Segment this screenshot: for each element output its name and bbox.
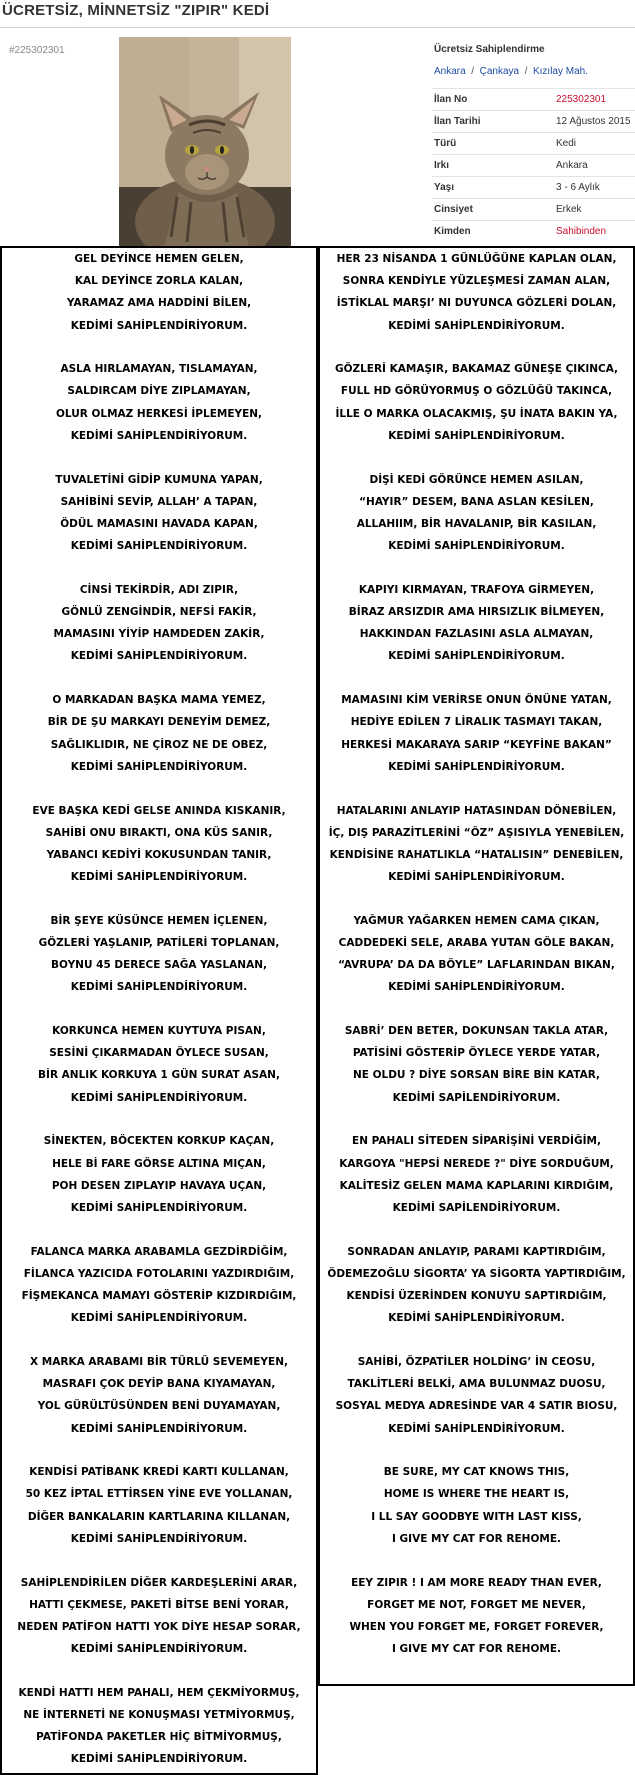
details-row <box>432 154 635 176</box>
details-row <box>432 176 635 198</box>
poem-line: FALANCA MARKA ARABAMLA GEZDİRDİĞİM, <box>30 1245 288 1258</box>
poem-line: HATTI ÇEKMESE, PAKETİ BİTSE BENİ YORAR, <box>29 1598 289 1611</box>
poem-line: KEDİMİ SAHİPLENDİRİYORUM. <box>70 429 248 442</box>
poem-line: DİŞİ KEDİ GÖRÜNCE HEMEN ASILAN, <box>369 473 584 486</box>
poem-line: SABRİ’ DEN BETER, DOKUNSAN TAKLA ATAR, <box>344 1025 609 1038</box>
page-title: ÜCRETSİZ, MİNNETSİZ "ZIPIR" KEDİ <box>2 2 270 19</box>
poem-stanza <box>320 1572 633 1661</box>
poem-line: KEDİMİ SAHİPLENDİRİYORUM. <box>70 1201 248 1214</box>
location-city-link[interactable]: Ankara <box>434 66 466 77</box>
poem-stanza <box>2 689 316 778</box>
poem-stanza <box>2 469 316 558</box>
poem-line: I GIVE MY CAT FOR REHOME. <box>391 1643 561 1656</box>
poem-line: GEL DEYİNCE HEMEN GELEN, <box>74 253 244 265</box>
poem-stanza <box>320 579 633 668</box>
poem-line: SONRADAN ANLAYIP, PARAMI KAPTIRDIĞIM, <box>347 1245 606 1258</box>
poem-stanza <box>320 358 633 447</box>
poem-line: BOYNU 45 DERECE SAĞA YASLANAN, <box>51 959 267 972</box>
details-row <box>432 110 635 132</box>
poem-line: KEDİMİ SAHİPLENDİRİYORUM. <box>70 1643 248 1656</box>
details-key: Kimden <box>434 226 471 237</box>
poem-line: KEDİMİ SAHİPLENDİRİYORUM. <box>70 1091 248 1104</box>
poem-line: KEDİMİ SAHİPLENDİRİYORUM. <box>388 540 565 553</box>
poem-line: ALLAHIIM, BİR HAVALANIP, BİR KASILAN, <box>356 517 597 530</box>
poem-line: TUVALETİNİ GİDİP KUMUNA YAPAN, <box>55 473 263 486</box>
details-key: Türü <box>434 138 457 149</box>
poem-line: BİR ANLIK KORKUYA 1 GÜN SURAT ASAN, <box>38 1069 280 1082</box>
details-row <box>432 132 635 154</box>
poem-line: KEDİMİ SAHİPLENDİRİYORUM. <box>388 1422 565 1435</box>
poem-line: 50 KEZ İPTAL ETTİRSEN YİNE EVE YOLLANAN, <box>25 1488 293 1501</box>
poem-line: PATİFONDA PAKETLER HİÇ BİTMİYORMUŞ, <box>36 1731 282 1744</box>
poem-line: SAHİBİ, ÖZPATİLER HOLDİNG’ İN CEOSU, <box>357 1356 596 1368</box>
poem-line: HELE Bİ FARE GÖRSE ALTINA MIÇAN, <box>52 1157 266 1170</box>
details-row <box>432 220 635 242</box>
details-value: Erkek <box>556 204 582 215</box>
poem-line: KEDİMİ SAHİPLENDİRİYORUM. <box>70 871 248 884</box>
poem-line: NE İNTERNETİ NE KONUŞMASI YETMİYORMUŞ, <box>23 1709 295 1722</box>
poem-line: KEDİMİ SAHİPLENDİRİYORUM. <box>388 429 565 442</box>
poem-line: KENDİSİNE RAHATLIKLA “HATALISIN” DENEBİLEN, <box>329 848 624 861</box>
poem-line: FORGET ME NOT, FORGET ME NEVER, <box>367 1598 586 1611</box>
poem-line: SAHİBİNİ SEVİP, ALLAH’ A TAPAN, <box>60 495 258 508</box>
details-row <box>432 88 635 110</box>
poem-line: ASLA HIRLAMAYAN, TISLAMAYAN, <box>60 363 258 376</box>
poem-line: PATİSİNİ GÖSTERİP ÖYLECE YERDE YATAR, <box>352 1047 601 1060</box>
poem-line: KEDİMİ SAHİPLENDİRİYORUM. <box>388 319 565 332</box>
poem-stanza <box>320 689 633 778</box>
poem-stanza <box>2 1572 316 1661</box>
poem-line: KORKUNCA HEMEN KUYTUYA PISAN, <box>52 1025 266 1038</box>
details-row <box>432 198 635 220</box>
poem-line: İSTİKLAL MARŞI’ NI DUYUNCA GÖZLERİ DOLAN, <box>336 297 617 310</box>
poem-line: BİR DE ŞU MARKAYI DENEYİM DEMEZ, <box>47 716 271 729</box>
poem-stanza <box>2 248 316 337</box>
poem-line: YAĞMUR YAĞARKEN HEMEN CAMA ÇIKAN, <box>353 914 600 927</box>
listing-id: #225302301 <box>9 45 65 56</box>
poem-stanza <box>320 1241 633 1330</box>
poem-line: ÖDÜL MAMASINI HAVADA KAPAN, <box>60 517 258 530</box>
poem-line: GÖNLÜ ZENGİNDİR, NEFSİ FAKİR, <box>61 606 257 619</box>
poem-line: I GIVE MY CAT FOR REHOME. <box>391 1532 561 1545</box>
poem-line: KEDİMİ SAHİPLENDİRİYORUM. <box>388 871 565 884</box>
poem-stanza <box>320 1130 633 1219</box>
poem-line: TAKLİTLERİ BELKİ, AMA BULUNMAZ DUOSU, <box>347 1378 606 1391</box>
poem-stanza <box>320 1020 633 1109</box>
poem-line: KAL DEYİNCE ZORLA KALAN, <box>74 275 244 288</box>
title-bar <box>0 0 635 28</box>
poem-line: KEDİMİ SAHİPLENDİRİYORUM. <box>70 650 248 663</box>
poem-line: SONRA KENDİYLE YÜZLEŞMESİ ZAMAN ALAN, <box>342 275 611 288</box>
poem-line: BİRAZ ARSIZDIR AMA HIRSIZLIK BİLMEYEN, <box>348 606 605 619</box>
poem-line: POH DESEN ZIPLAYIP HAVAYA UÇAN, <box>51 1179 267 1192</box>
poem-line: KAPIYI KIRMAYAN, TRAFOYA GİRMEYEN, <box>358 583 595 596</box>
poem-line: KEDİMİ SAHİPLENDİRİYORUM. <box>70 1753 248 1766</box>
poem-panel-left <box>0 246 318 1775</box>
poem-line: I LL SAY GOODBYE WITH LAST KISS, <box>371 1510 582 1523</box>
poem-line: HEDİYE EDİLEN 7 LİRALIK TASMAYI TAKAN, <box>350 716 603 729</box>
details-key: Yaşı <box>434 182 455 193</box>
details-value: Ankara <box>556 160 588 171</box>
poem-stanza <box>2 800 316 889</box>
details-key: İlan Tarihi <box>434 116 481 127</box>
poem-line: KEDİMİ SAHİPLENDİRİYORUM. <box>388 650 565 663</box>
poem-line: GÖZLERİ YAŞLANIP, PATİLERİ TOPLANAN, <box>38 936 280 949</box>
poem-line: MAMASINI YİYİP HAMDEDEN ZAKİR, <box>53 628 265 641</box>
poem-line: KALİTESİZ GELEN MAMA KAPLARINI KIRDIĞIM, <box>339 1179 614 1192</box>
poem-line: YOL GÜRÜLTÜSÜNDEN BENİ DUYAMAYAN, <box>37 1400 281 1413</box>
poem-stanza <box>2 358 316 447</box>
poem-line: CİNSİ TEKİRDİR, ADI ZIPIR, <box>79 583 239 596</box>
location-breadcrumb: Ankara / Çankaya / Kızılay Mah. <box>434 66 588 77</box>
poem-line: KEDİMİ SAHİPLENDİRİYORUM. <box>70 1532 248 1545</box>
poem-line: SOSYAL MEDYA ADRESİNDE VAR 4 SATIR BIOSU, <box>335 1400 618 1413</box>
poem-stanza <box>320 248 633 337</box>
poem-line: SALDIRCAM DİYE ZIPLAMAYAN, <box>67 385 251 398</box>
poem-line: O MARKADAN BAŞKA MAMA YEMEZ, <box>52 694 266 707</box>
poem-line: FİLANCA YAZICIDA FOTOLARINI YAZDIRDIĞIM, <box>23 1267 295 1280</box>
details-value: 225302301 <box>556 94 607 105</box>
details-key: İlan No <box>434 94 468 105</box>
poem-line: BİR ŞEYE KÜSÜNCE HEMEN İÇLENEN, <box>50 914 268 927</box>
details-value: Kedi <box>556 138 577 149</box>
poem-line: NE OLDU ? DİYE SORSAN BİRE BİN KATAR, <box>352 1069 600 1082</box>
poem-line: KENDİSİ PATİBANK KREDİ KARTI KULLANAN, <box>29 1466 289 1479</box>
poem-line: FİŞMEKANCA MAMAYI GÖSTERİP KIZDIRDIĞIM, <box>21 1290 297 1303</box>
poem-line: DİĞER BANKALARIN KARTLARINA KILLANAN, <box>27 1510 291 1523</box>
cat-image <box>119 37 291 247</box>
poem-line: KEDİMİ SAHİPLENDİRİYORUM. <box>388 760 565 773</box>
details-value[interactable]: Sahibinden <box>556 226 607 237</box>
details-value: 12 Ağustos 2015 <box>556 116 631 127</box>
poem-line: EN PAHALI SİTEDEN SİPARİŞİNİ VERDİĞİM, <box>352 1135 601 1148</box>
details-key: Irkı <box>434 160 450 171</box>
poem-line: KENDİSİ ÜZERİNDEN KONUYU SAPTIRDIĞIM, <box>346 1290 607 1303</box>
poem-line: GÖZLERİ KAMAŞIR, BAKAMAZ GÜNEŞE ÇIKINCA, <box>334 363 619 376</box>
poem-line: EVE BAŞKA KEDİ GELSE ANINDA KISKANIR, <box>32 804 286 817</box>
poem-line: “HAYIR” DESEM, BANA ASLAN KESİLEN, <box>359 495 594 508</box>
poem-stanza <box>2 1351 316 1440</box>
poem-stanza <box>2 579 316 668</box>
poem-stanza <box>2 1130 316 1219</box>
poem-line: KEDİMİ SAHİPLENDİRİYORUM. <box>388 981 565 994</box>
poem-stanza <box>2 1461 316 1550</box>
details-key: Cinsiyet <box>434 204 473 215</box>
poem-stanza <box>2 910 316 999</box>
poem-line: FULL HD GÖRÜYORMUŞ O GÖZLÜĞÜ TAKINCA, <box>340 385 613 398</box>
poem-line: KEDİMİ SAHİPLENDİRİYORUM. <box>70 319 248 332</box>
poem-line: SİNEKTEN, BÖCEKTEN KORKUP KAÇAN, <box>43 1135 275 1148</box>
poem-stanza <box>320 1351 633 1440</box>
location-neighborhood-link[interactable]: Kızılay Mah. <box>532 66 588 77</box>
poem-stanza <box>2 1241 316 1330</box>
poem-line: ÖDEMEZOĞLU SİGORTA’ YA SİGORTA YAPTIRDIĞIM, <box>327 1267 626 1280</box>
poem-line: KEDİMİ SAHİPLENDİRİYORUM. <box>70 540 248 553</box>
poem-stanza <box>320 469 633 558</box>
poem-line: KEDİMİ SAPİLENDİRİYORUM. <box>392 1201 561 1214</box>
listing-details-table <box>432 88 635 242</box>
poem-line: BE SURE, MY CAT KNOWS THIS, <box>383 1466 570 1479</box>
poem-line: KARGOYA "HEPSİ NEREDE ?" DİYE SORDUĞUM, <box>339 1157 614 1170</box>
poem-line: YARAMAZ AMA HADDİNİ BİLEN, <box>66 297 252 310</box>
poem-stanza <box>320 800 633 889</box>
poem-line: SAHİBİ ONU BIRAKTI, ONA KÜS SANIR, <box>45 826 273 839</box>
poem-line: KEDİMİ SAHİPLENDİRİYORUM. <box>70 760 248 773</box>
poem-line: EEY ZIPIR ! I AM MORE READY THAN EVER, <box>351 1576 602 1589</box>
poem-line: KEDİMİ SAHİPLENDİRİYORUM. <box>70 981 248 994</box>
poem-line: SAHİPLENDİRİLEN DİĞER KARDEŞLERİNİ ARAR, <box>20 1576 298 1589</box>
poem-stanza <box>2 1682 316 1771</box>
poem-line: HAKKINDAN FAZLASINI ASLA ALMAYAN, <box>359 628 594 641</box>
poem-panel-right <box>318 246 635 1686</box>
poem-line: İLLE O MARKA OLACAKMIŞ, ŞU İNATA BAKIN YA, <box>335 407 618 420</box>
poem-line: MASRAFI ÇOK DEYİP BANA KIYAMAYAN, <box>42 1378 276 1391</box>
poem-line: MAMASINI KİM VERİRSE ONUN ÖNÜNE YATAN, <box>341 694 612 707</box>
poem-line: CADDEDEKİ SELE, ARABA YUTAN GÖLE BAKAN, <box>338 936 615 949</box>
poem-line: OLUR OLMAZ HERKESİ İPLEMEYEN, <box>55 407 263 420</box>
poem-line: HOME IS WHERE THE HEART IS, <box>383 1488 570 1501</box>
poem-line: KEDİMİ SAPİLENDİRİYORUM. <box>392 1091 561 1104</box>
poem-line: SAĞLIKLIDIR, NE ÇİROZ NE DE OBEZ, <box>50 738 268 751</box>
poem-line: HER 23 NİSANDA 1 GÜNLÜĞÜNE KAPLAN OLAN, <box>336 253 617 265</box>
poem-stanza <box>320 1461 633 1550</box>
location-district-link[interactable]: Çankaya <box>479 66 520 77</box>
details-value: 3 - 6 Aylık <box>556 182 600 193</box>
poem-line: NEDEN PATİFON HATTI YOK DİYE HESAP SORAR, <box>17 1620 301 1633</box>
poem-line: KENDİ HATTI HEM PAHALI, HEM ÇEKMİYORMUŞ, <box>18 1686 300 1699</box>
poem-line: KEDİMİ SAHİPLENDİRİYORUM. <box>70 1312 248 1325</box>
poem-stanza <box>320 910 633 999</box>
poem-line: KEDİMİ SAHİPLENDİRİYORUM. <box>70 1422 248 1435</box>
poem-line: SESİNİ ÇIKARMADAN ÖYLECE SUSAN, <box>49 1047 269 1060</box>
poem-line: KEDİMİ SAHİPLENDİRİYORUM. <box>388 1312 565 1325</box>
poem-line: HERKESİ MAKARAYA SARIP “KEYFİNE BAKAN” <box>341 738 612 751</box>
listing-category: Ücretsiz Sahiplendirme <box>434 44 545 55</box>
cat-photo[interactable] <box>119 37 291 247</box>
poem-line: HATALARINI ANLAYIP HATASINDAN DÖNEBİLEN, <box>336 804 617 817</box>
poem-line: WHEN YOU FORGET ME, FORGET FOREVER, <box>349 1620 604 1633</box>
poem-stanza <box>2 1020 316 1109</box>
poem-line: X MARKA ARABAMI BİR TÜRLÜ SEVEMEYEN, <box>30 1356 288 1368</box>
poem-line: “AVRUPA’ DA DA BÖYLE” LAFLARINDAN BIKAN, <box>338 959 615 972</box>
poem-line: YABANCI KEDİYİ KOKUSUNDAN TANIR, <box>46 848 272 861</box>
poem-line: İÇ, DIŞ PARAZİTLERİNİ “ÖZ” AŞISIYLA YENEBİLEN, <box>328 826 625 839</box>
